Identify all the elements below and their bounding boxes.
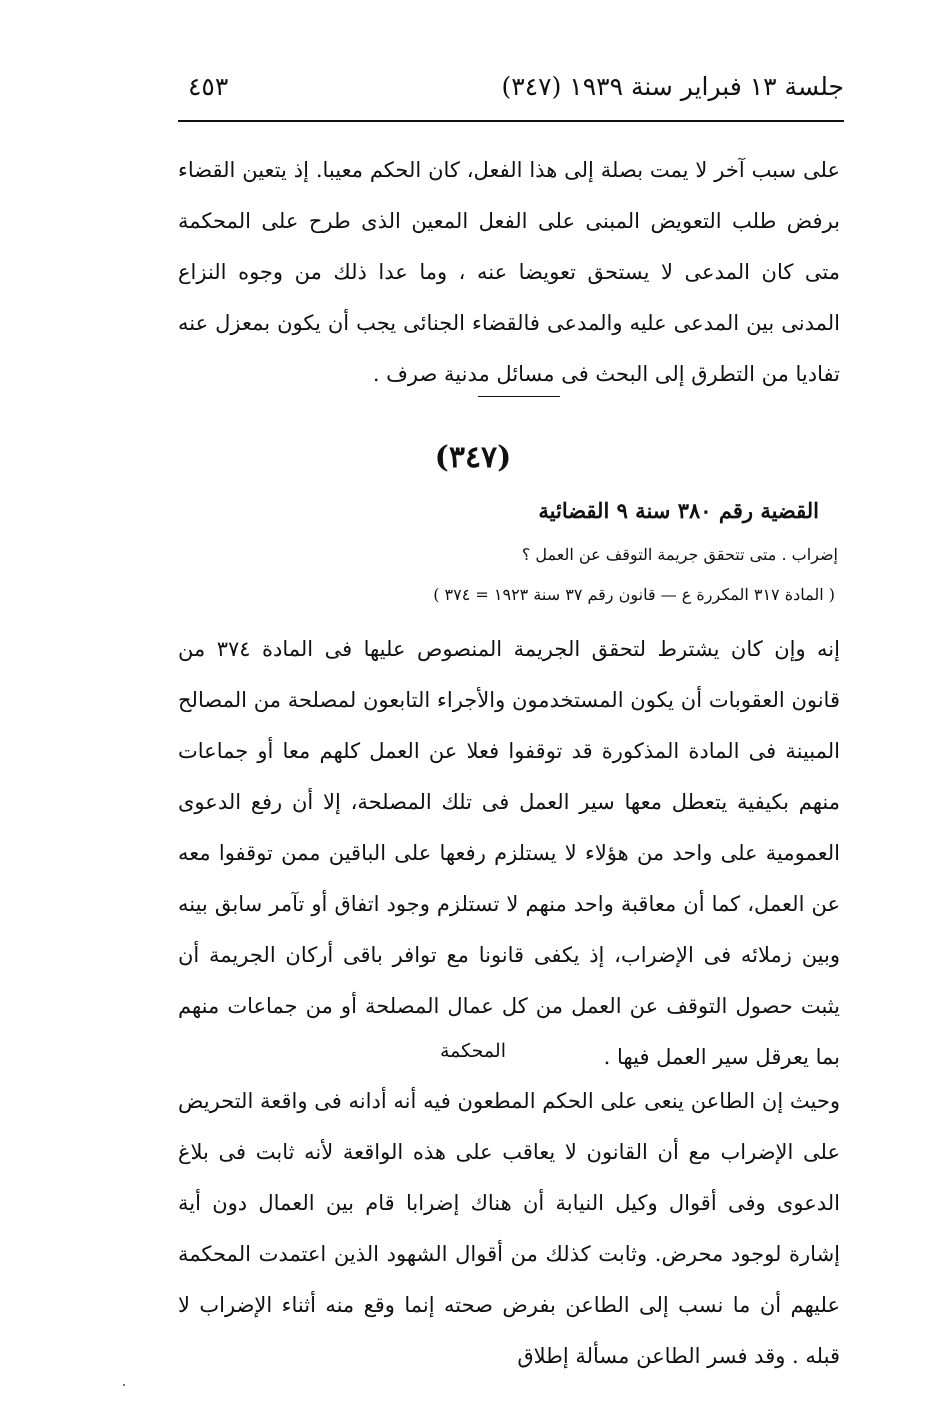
court-ruling-paragraph: وحيث إن الطاعن ينعى على الحكم المطعون فيه أنه أدانه فى واقعة التحريض على الإضراب مع أن القانون لا يعاقب على هذه الواقعة لأنه ثابت فى بلاغ الدعوى وفى أقوال وكيل النيابة أن هناك إضرابا قام بين العمال دون أية إشارة لوجود محرض. وثابت كذلك من أقوال الشهود الذين اعتمدت المحكمة عليهم أن ما نسب إلى الطاعن بفرض صحته إنما وقع منه أثناء الإضراب لا قبله . وقد فسر الطاعن مسألة إطلاق bbox=[178, 1089, 840, 1368]
header-rule bbox=[178, 120, 844, 122]
case-title: القضية رقم ٣٨٠ سنة ٩ القضائية bbox=[538, 498, 819, 523]
paragraph-continued: على سبب آخر لا يمت بصلة إلى هذا الفعل، كان الحكم معيبا. إذ يتعين القضاء برفض طلب التعويض المبنى على الفعل المعين الذى طرح على المحكمة متى كان المدعى لا يستحق تعويضا عنه ، وما عدا ذلك من وجوه النزاع المدنى بين المدعى عليه والمدعى فالقضاء الجنائى يجب أن يكون بمعزل عنه تفاديا من التطرق إلى البحث فى مسائل مدنية صرف . bbox=[178, 158, 840, 386]
legal-principle-paragraph: إنه وإن كان يشترط لتحقق الجريمة المنصوص عليها فى المادة ٣٧٤ من قانون العقوبات أن يكون المستخدمون والأجراء التابعون لمصلحة من المصالح المبينة فى المادة المذكورة قد توقفوا فعلا عن العمل كلهم معا أو جماعات منهم بكيفية يتعطل معها سير العمل فى تلك المصلحة، إلا أن رفع الدعوى العمومية على واحد من هؤلاء لا يستلزم رفعها على الباقين ممن توقفوا معه عن العمل، كما أن معاقبة واحد منهم لا تستلزم وجود اتفاق أو تآمر سابق بينه وبين زملائه فى الإضراب، إذ يكفى قانونا مع توافر باقى أركان الجريمة أن يثبت حصول التوقف عن العمل من كل عمال المصلحة أو من جماعات منهم بما يعرقل سير العمل فيها . bbox=[178, 637, 840, 1069]
scan-speck bbox=[123, 1384, 125, 1386]
page-number: ٤٥٣ bbox=[188, 72, 229, 101]
case-reference: ( المادة ٣١٧ المكررة ع — قانون رقم ٣٧ سنة ١٩٢٣ = ٣٧٤ ) bbox=[433, 585, 835, 604]
header-title: جلسة ١٣ فبراير سنة ١٩٣٩ (٣٤٧) bbox=[501, 72, 844, 101]
section-heading: المحكمة bbox=[440, 1040, 506, 1062]
section-separator bbox=[478, 396, 560, 397]
case-subject: إضراب . متى تتحقق جريمة التوقف عن العمل ؟ bbox=[521, 545, 838, 564]
page-header bbox=[178, 66, 844, 116]
case-number: (٣٤٧) bbox=[434, 440, 512, 475]
